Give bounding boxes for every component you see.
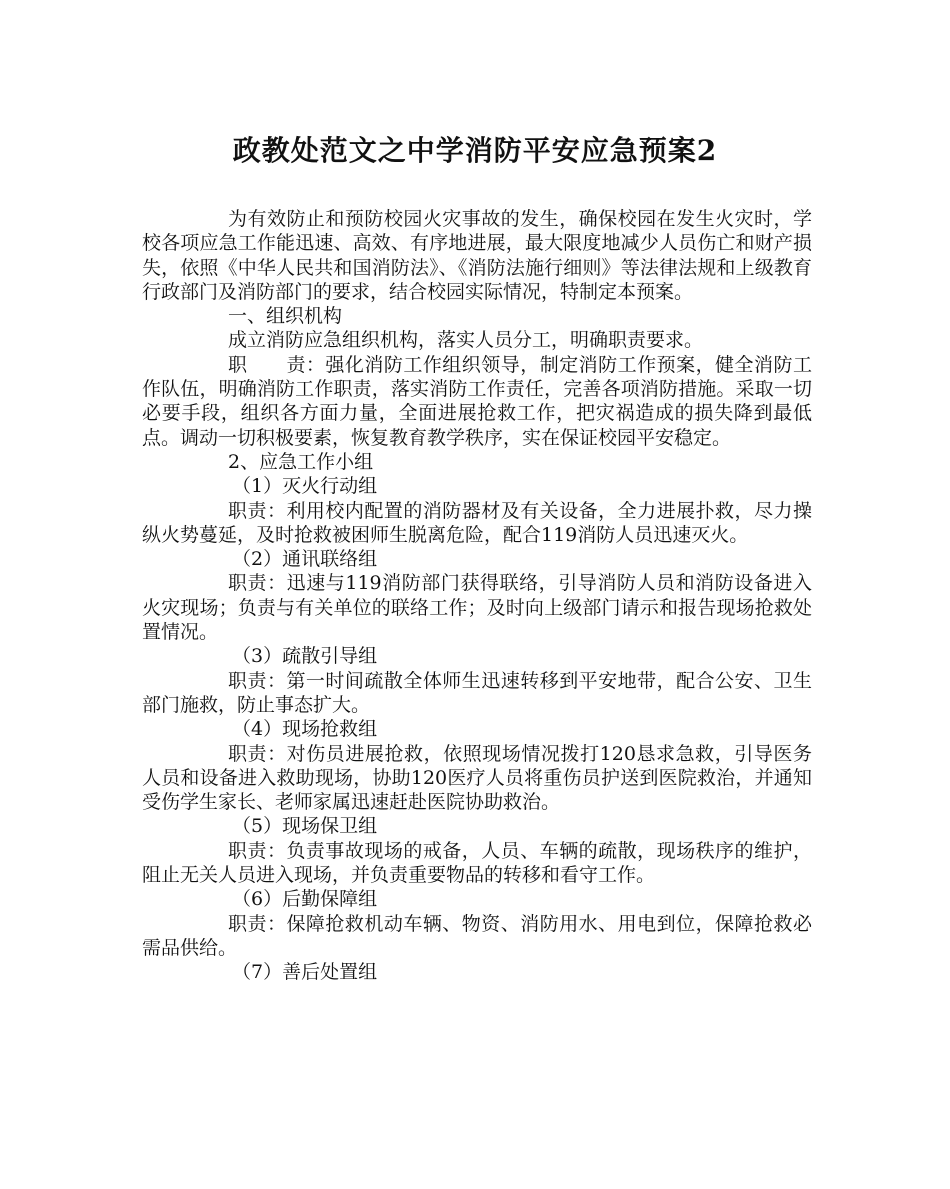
paragraph-evacuation-duties: 职责：第一时间疏散全体师生迅速转移到平安地带，配合公安、卫生部门施救，防止事态扩大。 — [142, 669, 812, 716]
group-heading-aftermath: （7）善后处置组 — [232, 961, 378, 984]
paragraph-logistics-duties: 职责：保障抢救机动车辆、物资、消防用水、用电到位，保障抢救必需品供给。 — [142, 912, 812, 959]
section-heading-working-groups: 2、应急工作小组 — [228, 450, 374, 473]
group-heading-firefighting: （1）灭火行动组 — [232, 475, 378, 498]
paragraph-communication-duties: 职责：迅速与119消防部门获得联络，引导消防人员和消防设备进入火灾现场；负责与有关单位的联络工作；及时向上级部门请示和报告现场抢救处置情况。 — [142, 572, 812, 644]
paragraph-security-duties: 职责：负责事故现场的戒备，人员、车辆的疏散，现场秩序的维护，阻止无关人员进入现场，并负责重要物品的转移和看守工作。 — [142, 839, 812, 887]
group-heading-rescue: （4）现场抢救组 — [232, 718, 378, 741]
group-heading-logistics: （6）后勤保障组 — [232, 888, 378, 911]
group-heading-communication: （2）通讯联络组 — [232, 548, 378, 571]
paragraph-rescue-duties: 职责：对伤员进展抢救，依照现场情况拨打120恳求急救，引导医务人员和设备进入救助现场，协助120医疗人员将重伤员护送到医院救治，并通知受伤学生家长、老师家属迅速赶赴医院协助救治。 — [142, 742, 812, 814]
group-heading-evacuation: （3）疏散引导组 — [232, 645, 378, 668]
paragraph-intro: 为有效防止和预防校园火灾事故的发生，确保校园在发生火灾时，学校各项应急工作能迅速、高效、有序地进展，最大限度地减少人员伤亡和财产损失，依照《中华人民共和国消防法》、《消防法施行细则》等法律法规和上级教育行政部门及消防部门的要求，结合校园实际情况，特制定本预案。 — [142, 208, 812, 303]
paragraph-firefighting-duties: 职责：利用校内配置的消防器材及有关设备，全力进展扑救，尽力操纵火势蔓延，及时抢救被困师生脱离危险，配合119消防人员迅速灭火。 — [142, 499, 812, 546]
document-body — [142, 207, 812, 985]
group-heading-security: （5）现场保卫组 — [232, 815, 378, 838]
section-heading-organization: 一、组织机构 — [228, 305, 343, 328]
paragraph-organization: 成立消防应急组织机构，落实人员分工，明确职责要求。 — [228, 329, 704, 352]
document-title: 政教处范文之中学消防平安应急预案2 — [232, 134, 718, 167]
paragraph-duties: 职 责：强化消防工作组织领导，制定消防工作预案，健全消防工作队伍，明确消防工作职责，落实消防工作责任，完善各项消防措施。采取一切必要手段，组织各方面力量，全面进展抢救工作，把灾祸造成的损失降到最低点。调动一切积极要素，恢复教育教学秩序，实在保证校园平安稳定。 — [142, 353, 812, 449]
